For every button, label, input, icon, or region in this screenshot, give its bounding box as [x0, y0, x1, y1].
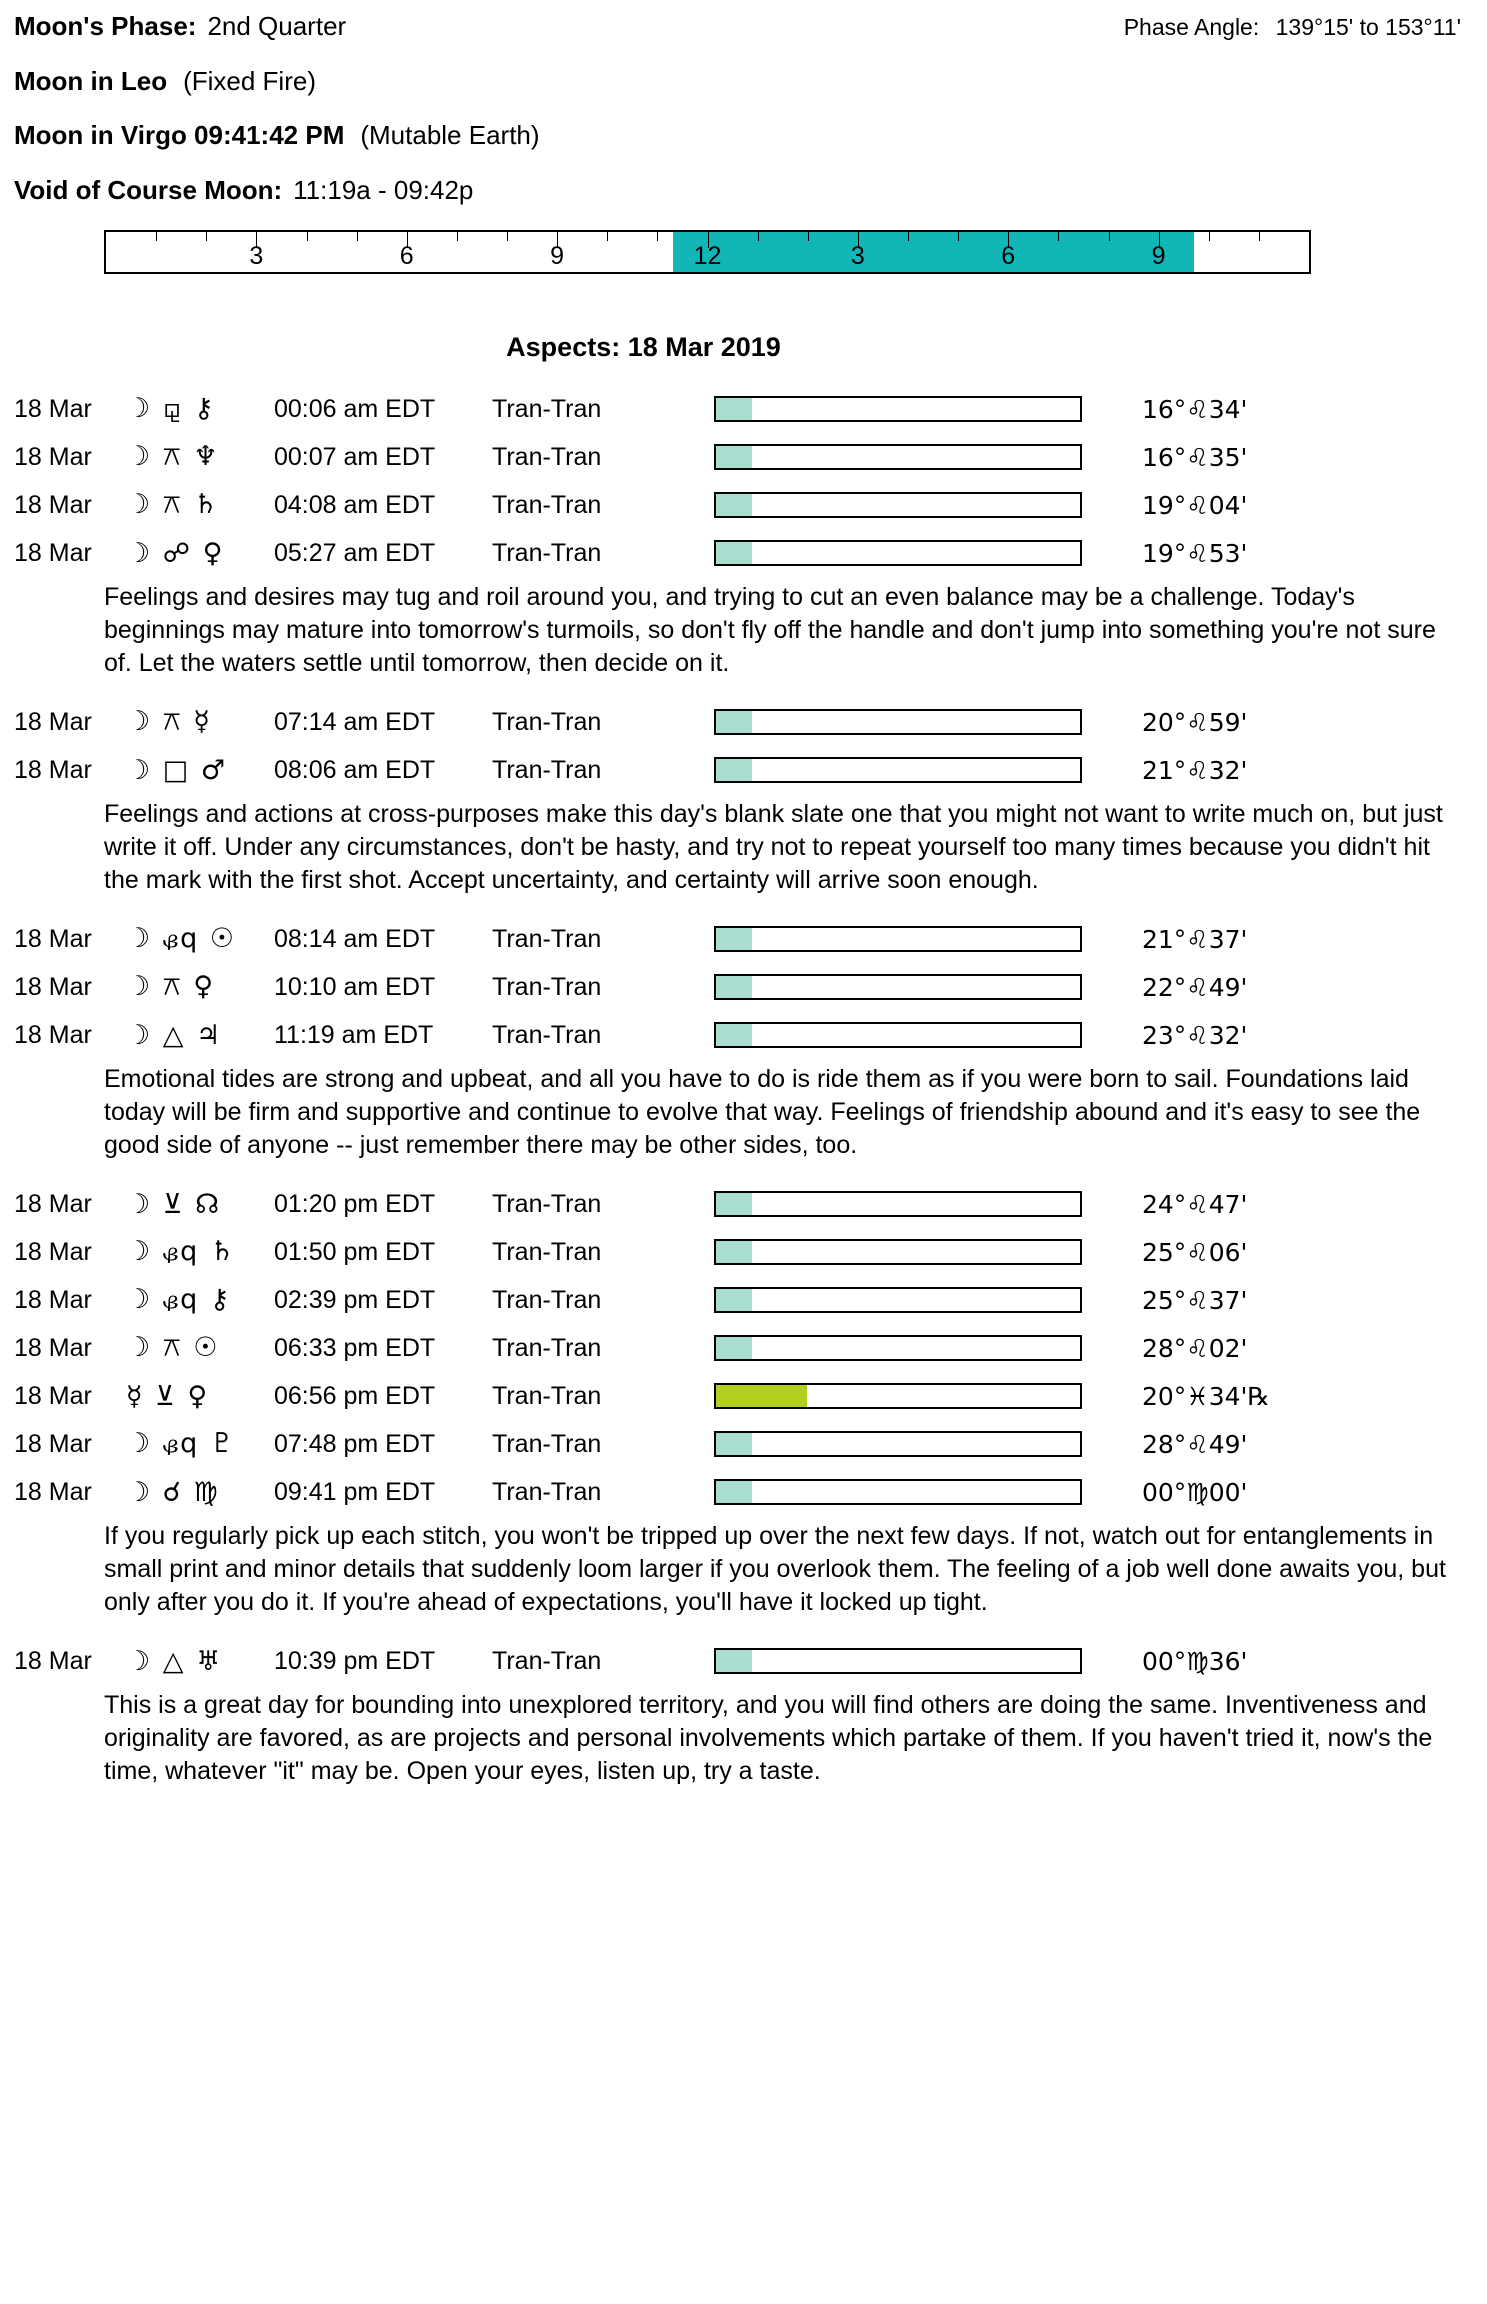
aspect-strength-fill	[716, 1024, 752, 1046]
aspect-entry	[0, 965, 1487, 1009]
aspect-time: 04:08 am EDT	[274, 490, 436, 519]
aspect-time: 07:14 am EDT	[274, 707, 436, 736]
moon-phase-value: 2nd Quarter	[207, 11, 347, 41]
phase-angle	[1124, 15, 1473, 40]
aspect-strength-bar	[714, 1648, 1082, 1674]
aspect-date: 18 Mar	[14, 755, 92, 784]
moon-ingress-row	[14, 121, 1473, 150]
moon-phase-row	[14, 0, 1473, 41]
aspect-row[interactable]	[0, 700, 1487, 744]
timeline-hour-label: 12	[693, 242, 722, 271]
void-of-course-label: Void of Course Moon:	[14, 174, 283, 205]
aspect-type: Tran-Tran	[492, 1237, 602, 1266]
aspect-entry	[0, 387, 1487, 431]
aspect-position: 00°♍36'	[1142, 1646, 1248, 1676]
aspect-glyphs: ☽ ⚼ ⚷	[126, 393, 216, 425]
aspect-position: 22°♌49'	[1142, 972, 1248, 1002]
moon-phase-label: Moon's Phase:	[14, 11, 197, 41]
aspect-row[interactable]	[0, 917, 1487, 961]
aspect-position: 16°♌35'	[1142, 442, 1248, 472]
aspect-time: 02:39 pm EDT	[274, 1285, 436, 1314]
aspect-time: 07:48 pm EDT	[274, 1429, 436, 1458]
timeline-tick-minor	[808, 232, 809, 241]
aspect-position: 21°♌37'	[1142, 924, 1248, 954]
aspect-glyphs: ☽ ☌ ♍	[126, 1476, 220, 1508]
moon-in-sign-label: Moon in Leo	[14, 65, 168, 96]
aspect-type: Tran-Tran	[492, 1333, 602, 1362]
timeline-hour-label: 3	[850, 242, 865, 271]
timeline-tick-minor	[206, 232, 207, 241]
aspect-entry	[0, 700, 1487, 744]
aspect-glyphs: ☽ ⚻ ♆	[126, 441, 220, 473]
aspect-time: 10:10 am EDT	[274, 972, 436, 1001]
aspect-strength-bar	[714, 1479, 1082, 1505]
aspect-date: 18 Mar	[14, 1477, 92, 1506]
aspect-type: Tran-Tran	[492, 1189, 602, 1218]
aspect-entry	[0, 1374, 1487, 1418]
aspect-strength-fill	[716, 1337, 752, 1359]
aspect-description: If you regularly pick up each stitch, you won't be tripped up over the next few days. If not, watch out for entanglements in small print and minor details that suddenly loom larger if you overlook them. The feeling of a job well done awaits you, but only after you do it. If you're ahead of expectations, you'll have it locked up tight.	[104, 1522, 1446, 1617]
aspect-entry	[0, 1278, 1487, 1322]
aspect-type: Tran-Tran	[492, 707, 602, 736]
timeline-tick-minor	[457, 232, 458, 241]
aspect-glyphs: ☽ ᏸq ♇	[126, 1428, 237, 1460]
aspect-strength-fill	[716, 1289, 752, 1311]
aspect-strength-bar	[714, 709, 1082, 735]
aspect-strength-bar	[714, 444, 1082, 470]
aspect-glyphs: ☽ ⊻ ☊	[126, 1188, 222, 1220]
aspect-type: Tran-Tran	[492, 1477, 602, 1506]
aspect-description: This is a great day for bounding into unexplored territory, and you will find others are doing the same. Inventiveness and originality are favored, as are projects and personal involvements which partake of them. If you haven't tried it, now's the time, whatever "it" may be. Open your eyes, listen up, try a taste.	[104, 1691, 1433, 1786]
aspect-position: 20°♌59'	[1142, 707, 1248, 737]
aspect-time: 06:33 pm EDT	[274, 1333, 436, 1362]
moon-ingress-label: Moon in Virgo 09:41:42 PM	[14, 120, 345, 151]
aspect-strength-fill	[716, 494, 752, 516]
timeline-tick-minor	[908, 232, 909, 241]
aspect-entry	[0, 1326, 1487, 1370]
timeline-hour-label: 9	[1151, 242, 1166, 271]
aspect-strength-fill	[716, 398, 752, 420]
aspect-glyphs: ☽ ⚻ ♀	[126, 971, 216, 1003]
aspect-type: Tran-Tran	[492, 1381, 602, 1410]
aspect-entry	[0, 1639, 1487, 1788]
aspects-title: Aspects: 18 Mar 2019	[506, 332, 781, 363]
aspect-entry	[0, 435, 1487, 479]
aspect-type: Tran-Tran	[492, 394, 602, 423]
aspect-glyphs: ☽ ☍ ♀	[126, 537, 225, 569]
aspect-position: 19°♌53'	[1142, 538, 1248, 568]
timeline-tick-minor	[1259, 232, 1260, 241]
moon-ingress-qualities: (Mutable Earth)	[360, 120, 540, 151]
aspect-date: 18 Mar	[14, 1020, 92, 1049]
timeline-tick-minor	[607, 232, 608, 241]
aspect-glyphs: ☽ ᏸq ♄	[126, 1236, 237, 1268]
aspect-date: 18 Mar	[14, 972, 92, 1001]
phase-angle-label: Phase Angle:	[1123, 14, 1260, 40]
aspect-description: Feelings and actions at cross-purposes make this day's blank slate one that you might not want to write much on, but just write it off. Under any circumstances, don't be hasty, and try not to repeat yourself too many times because you didn't hit the mark with the first shot. Accept uncertainty, and certainty will arrive soon enough.	[104, 800, 1443, 895]
timeline-tick-minor	[657, 232, 658, 241]
aspect-type: Tran-Tran	[492, 442, 602, 471]
timeline-tick-minor	[1209, 232, 1210, 241]
aspect-type: Tran-Tran	[492, 1020, 602, 1049]
aspect-strength-fill	[716, 759, 752, 781]
aspect-time: 00:07 am EDT	[274, 442, 436, 471]
aspects-list	[0, 387, 1487, 1788]
aspect-entry	[0, 1470, 1487, 1619]
aspect-position: 19°♌04'	[1142, 490, 1248, 520]
aspect-position: 00°♍00'	[1142, 1477, 1248, 1507]
timeline-tick-minor	[1109, 232, 1110, 241]
aspect-type: Tran-Tran	[492, 1646, 602, 1675]
aspect-strength-bar	[714, 1239, 1082, 1265]
aspect-date: 18 Mar	[14, 924, 92, 953]
aspect-description: Emotional tides are strong and upbeat, and all you have to do is ride them as if you were born to sail. Foundations laid today will be firm and supportive and continue to evolve that way. Feelings of friendship abound and it's easy to see the good side of anyone -- just remember there may be other sides, too.	[104, 1065, 1421, 1160]
aspect-type: Tran-Tran	[492, 972, 602, 1001]
aspect-time: 08:06 am EDT	[274, 755, 436, 784]
aspect-glyphs: ☽ ᏸq ⚷	[126, 1284, 232, 1316]
phase-angle-value: 139°15' to 153°11'	[1275, 14, 1461, 40]
aspect-strength-bar	[714, 1431, 1082, 1457]
aspect-strength-bar	[714, 1335, 1082, 1361]
aspect-time: 00:06 am EDT	[274, 394, 436, 423]
aspect-row[interactable]	[0, 483, 1487, 527]
aspect-position: 23°♌32'	[1142, 1020, 1248, 1050]
aspect-strength-fill	[716, 1241, 752, 1263]
aspect-entry	[0, 917, 1487, 961]
aspect-strength-bar	[714, 926, 1082, 952]
aspect-row[interactable]	[0, 387, 1487, 431]
aspect-strength-fill	[716, 1193, 752, 1215]
aspect-row[interactable]	[0, 435, 1487, 479]
aspect-type: Tran-Tran	[492, 755, 602, 784]
aspect-entry	[0, 1422, 1487, 1466]
aspect-strength-bar	[714, 540, 1082, 566]
aspect-date: 18 Mar	[14, 707, 92, 736]
timeline-hour-label: 3	[249, 242, 264, 271]
timeline-tick-minor	[958, 232, 959, 241]
aspect-position: 28°♌49'	[1142, 1429, 1248, 1459]
aspect-time: 08:14 am EDT	[274, 924, 436, 953]
aspect-glyphs: ☽ △ ♃	[126, 1019, 223, 1051]
aspect-row[interactable]	[0, 1374, 1487, 1418]
aspect-strength-bar	[714, 757, 1082, 783]
timeline-hour-label: 6	[399, 242, 414, 271]
aspect-type: Tran-Tran	[492, 1285, 602, 1314]
aspect-position: 25°♌06'	[1142, 1237, 1248, 1267]
timeline-tick-minor	[156, 232, 157, 241]
aspect-position: 21°♌32'	[1142, 755, 1248, 785]
aspect-row[interactable]	[0, 1182, 1487, 1226]
aspect-position: 16°♌34'	[1142, 394, 1248, 424]
aspect-row[interactable]	[0, 1326, 1487, 1370]
aspect-row[interactable]	[0, 748, 1487, 792]
void-of-course-row	[14, 176, 1473, 205]
aspect-strength-fill	[716, 1433, 752, 1455]
aspect-row[interactable]	[0, 965, 1487, 1009]
aspect-row[interactable]	[0, 1470, 1487, 1514]
aspect-strength-fill	[716, 1650, 752, 1672]
aspect-date: 18 Mar	[14, 538, 92, 567]
aspect-strength-fill	[716, 1481, 752, 1503]
header-block	[0, 0, 1487, 204]
aspect-entry	[0, 1230, 1487, 1274]
aspect-strength-bar	[714, 1022, 1082, 1048]
timeline-tick-minor	[758, 232, 759, 241]
timeline-hour-label: 6	[1001, 242, 1016, 271]
aspect-entry	[0, 1013, 1487, 1162]
aspect-date: 18 Mar	[14, 1333, 92, 1362]
timeline-tick-minor	[507, 232, 508, 241]
aspect-type: Tran-Tran	[492, 924, 602, 953]
aspect-time: 11:19 am EDT	[274, 1020, 434, 1049]
aspect-time: 10:39 pm EDT	[274, 1646, 436, 1675]
aspect-strength-fill	[716, 446, 752, 468]
aspect-time: 01:20 pm EDT	[274, 1189, 436, 1218]
aspect-date: 18 Mar	[14, 1381, 92, 1410]
aspect-position: 20°♓34'℞	[1142, 1381, 1270, 1411]
moon-in-sign-row	[14, 67, 1473, 96]
aspect-glyphs: ☽ ᏸq ☉	[126, 923, 237, 955]
aspect-glyphs: ☿ ⊻ ♀	[126, 1380, 210, 1412]
aspect-row[interactable]	[0, 1639, 1487, 1683]
timeline-tick-minor	[307, 232, 308, 241]
aspect-glyphs: ☽ □ ♂	[126, 754, 228, 786]
aspect-date: 18 Mar	[14, 1285, 92, 1314]
aspect-glyphs: ☽ △ ♅	[126, 1645, 223, 1677]
aspect-glyphs: ☽ ⚻ ☉	[126, 1332, 220, 1364]
aspect-strength-bar	[714, 1383, 1082, 1409]
aspect-glyphs: ☽ ⚻ ♄	[126, 489, 220, 521]
aspect-date: 18 Mar	[14, 442, 92, 471]
aspect-position: 28°♌02'	[1142, 1333, 1248, 1363]
aspect-strength-fill	[716, 976, 752, 998]
aspect-time: 01:50 pm EDT	[274, 1237, 436, 1266]
aspect-entry	[0, 531, 1487, 680]
aspect-date: 18 Mar	[14, 1429, 92, 1458]
day-timeline-wrap	[0, 230, 1487, 274]
aspect-date: 18 Mar	[14, 1646, 92, 1675]
void-of-course-band	[673, 232, 1193, 272]
timeline-tick-minor	[357, 232, 358, 241]
aspect-position: 24°♌47'	[1142, 1189, 1248, 1219]
aspect-entry	[0, 483, 1487, 527]
aspect-type: Tran-Tran	[492, 1429, 602, 1458]
aspect-time: 05:27 am EDT	[274, 538, 436, 567]
aspect-date: 18 Mar	[14, 394, 92, 423]
aspect-glyphs: ☽ ⚻ ☿	[126, 706, 212, 738]
aspect-strength-bar	[714, 974, 1082, 1000]
aspect-strength-bar	[714, 396, 1082, 422]
aspect-row[interactable]	[0, 1422, 1487, 1466]
aspect-type: Tran-Tran	[492, 538, 602, 567]
aspect-type: Tran-Tran	[492, 490, 602, 519]
aspect-entry	[0, 748, 1487, 897]
timeline-hour-label: 9	[550, 242, 565, 271]
moon-in-sign-qualities: (Fixed Fire)	[183, 65, 316, 96]
aspect-description: Feelings and desires may tug and roil around you, and trying to cut an even balance may be a challenge. Today's beginnings may mature into tomorrow's turmoils, so don't fly off the handle and don't jump into something you're not sure of. Let the waters settle until tomorrow, then decide on it.	[104, 583, 1436, 678]
aspect-strength-bar	[714, 1191, 1082, 1217]
day-timeline	[104, 230, 1311, 274]
timeline-tick-minor	[1058, 232, 1059, 241]
aspect-row[interactable]	[0, 1278, 1487, 1322]
aspect-time: 09:41 pm EDT	[274, 1477, 436, 1506]
aspect-strength-bar	[714, 492, 1082, 518]
aspect-row[interactable]	[0, 1230, 1487, 1274]
void-of-course-value: 11:19a - 09:42p	[293, 174, 474, 205]
aspect-date: 18 Mar	[14, 490, 92, 519]
aspect-strength-fill	[716, 542, 752, 564]
aspect-row[interactable]	[0, 531, 1487, 575]
aspect-date: 18 Mar	[14, 1237, 92, 1266]
aspect-entry	[0, 1182, 1487, 1226]
aspect-time: 06:56 pm EDT	[274, 1381, 436, 1410]
aspect-strength-fill	[716, 711, 752, 733]
aspect-date: 18 Mar	[14, 1189, 92, 1218]
aspect-strength-fill	[716, 1385, 807, 1407]
aspect-strength-bar	[714, 1287, 1082, 1313]
aspect-strength-fill	[716, 928, 752, 950]
aspect-row[interactable]	[0, 1013, 1487, 1057]
aspect-position: 25°♌37'	[1142, 1285, 1248, 1315]
